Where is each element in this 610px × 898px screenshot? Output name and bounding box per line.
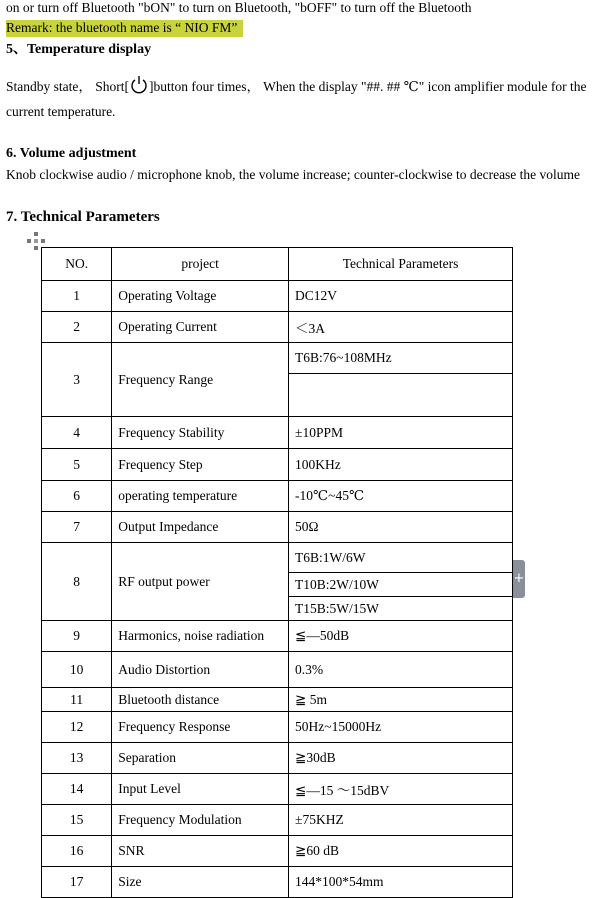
- cell-project: Bluetooth distance: [112, 688, 289, 712]
- cell-no: 13: [42, 743, 112, 774]
- cell-project: Frequency Range: [112, 343, 289, 417]
- sec5-text-a: Standby state， Short[: [6, 79, 129, 94]
- cell-project: RF output power: [112, 543, 289, 621]
- table-row: [42, 481, 513, 512]
- cell-value: 50Ω: [289, 512, 513, 543]
- table-header-row: [42, 248, 513, 281]
- cell-no: 6: [42, 481, 112, 512]
- cell-project: Frequency Response: [112, 712, 289, 743]
- section-5-title: 5、Temperature display: [6, 42, 152, 57]
- cell-project: Frequency Modulation: [112, 805, 289, 836]
- cell-value: 0.3%: [289, 652, 513, 688]
- cell-no: 14: [42, 774, 112, 805]
- cell-value-line: T10B:2W/10W: [289, 573, 512, 597]
- cell-value-line: T6B:76~108MHz: [289, 343, 512, 374]
- sec5-text-b: ]button four times， When the display "##. ## ℃" icon amplifier module for the: [149, 79, 587, 94]
- section-5-text: [6, 76, 587, 95]
- cell-project: Input Level: [112, 774, 289, 805]
- cell-value-line: T15B:5W/15W: [295, 600, 380, 616]
- cell-value: ±75KHZ: [289, 805, 513, 836]
- section-6-title: 6. Volume adjustment: [6, 146, 137, 161]
- section-6-text: Knob clockwise audio / microphone knob, the volume increase; counter-clockwise to decrease the volume: [6, 167, 581, 182]
- cell-value: DC12V: [289, 281, 513, 312]
- table-row: [42, 449, 513, 481]
- cell-value: ≦—15 ～15dBV: [289, 774, 513, 805]
- cell-project: Operating Current: [112, 312, 289, 343]
- cell-project: Frequency Step: [112, 449, 289, 481]
- table-row: [42, 512, 513, 543]
- bluetooth-onoff-text: on or turn off Bluetooth "bON" to turn on Bluetooth, "bOFF" to turn off the Bluetooth: [6, 0, 472, 15]
- cell-value: -10℃~45℃: [289, 481, 513, 512]
- table-row: [42, 652, 513, 688]
- cell-project: operating temperature: [112, 481, 289, 512]
- header-technical-parameters: Technical Parameters: [289, 248, 513, 281]
- cell-project: Output Impedance: [112, 512, 289, 543]
- table-row: [42, 712, 513, 743]
- header-no: NO.: [42, 248, 112, 281]
- cell-value: 100KHz: [289, 449, 513, 481]
- cell-no: 4: [42, 417, 112, 449]
- table-row: [42, 836, 513, 867]
- cell-value: [289, 543, 513, 621]
- cell-no: 12: [42, 712, 112, 743]
- cell-project: Frequency Stability: [112, 417, 289, 449]
- technical-parameters-table: [41, 247, 513, 898]
- table-row: [42, 688, 513, 712]
- table-row: [42, 343, 513, 417]
- remark-highlight: Remark: the bluetooth name is “ NIO FM”: [6, 20, 243, 37]
- table-row: [42, 621, 513, 652]
- cell-no: 11: [42, 688, 112, 712]
- cell-no: 2: [42, 312, 112, 343]
- header-project: project: [112, 248, 289, 281]
- remark-line: [6, 20, 243, 36]
- table-row: [42, 312, 513, 343]
- cell-no: 7: [42, 512, 112, 543]
- cell-value-line: [289, 374, 512, 416]
- section-7-title: 7. Technical Parameters: [6, 209, 160, 225]
- cell-value: ≧ 5m: [289, 688, 513, 712]
- cell-value: ≧30dB: [289, 743, 513, 774]
- add-row-tab-icon[interactable]: +: [513, 560, 525, 598]
- cell-no: 9: [42, 621, 112, 652]
- cell-no: 17: [42, 867, 112, 898]
- table-row: [42, 417, 513, 449]
- table-row: [42, 281, 513, 312]
- cell-project: Audio Distortion: [112, 652, 289, 688]
- cell-value: 144*100*54mm: [289, 867, 513, 898]
- cell-value: ±10PPM: [289, 417, 513, 449]
- cell-no: 15: [42, 805, 112, 836]
- cell-no: 3: [42, 343, 112, 417]
- table-row: [42, 543, 513, 621]
- cell-no: 1: [42, 281, 112, 312]
- cell-project: Size: [112, 867, 289, 898]
- cell-no: 10: [42, 652, 112, 688]
- cell-no: 5: [42, 449, 112, 481]
- cell-value-line: T6B:1W/6W: [289, 543, 512, 573]
- cell-project: Operating Voltage: [112, 281, 289, 312]
- table-row: [42, 774, 513, 805]
- cell-value: [289, 343, 513, 417]
- cell-project: SNR: [112, 836, 289, 867]
- power-icon: [129, 76, 149, 94]
- table-row: [42, 867, 513, 898]
- cell-no: 16: [42, 836, 112, 867]
- table-row: [42, 743, 513, 774]
- section-5-text-cont: current temperature.: [6, 104, 116, 119]
- cell-value: ≦—50dB: [289, 621, 513, 652]
- cell-project: Separation: [112, 743, 289, 774]
- cell-value: ≧60 dB: [289, 836, 513, 867]
- cell-value: ＜3A: [289, 312, 513, 343]
- cell-project: Harmonics, noise radiation: [112, 621, 289, 652]
- cell-value: 50Hz~15000Hz: [289, 712, 513, 743]
- cell-no: 8: [42, 543, 112, 621]
- table-row: [42, 805, 513, 836]
